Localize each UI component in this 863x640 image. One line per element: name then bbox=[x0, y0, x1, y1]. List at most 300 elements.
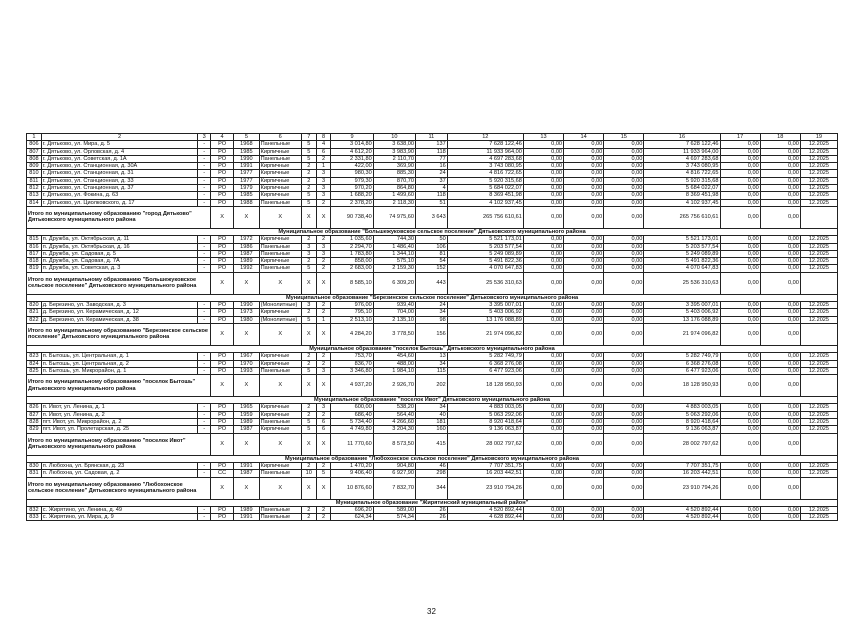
table-cell: 4 816 722,65 bbox=[644, 170, 720, 177]
table-cell: 0,00 bbox=[564, 316, 604, 323]
table-row bbox=[27, 506, 838, 513]
table-cell: РО bbox=[210, 419, 233, 426]
table-cell: 5 249 089,89 bbox=[447, 250, 523, 257]
table-cell: 1985 bbox=[234, 192, 259, 199]
table-cell: 812 bbox=[27, 185, 42, 192]
table-cell: 16 203 442,51 bbox=[447, 470, 523, 477]
table-cell: 12.2025 bbox=[800, 360, 837, 367]
table-cell: г. Дятьково, ул. Станционная, д. 37 bbox=[41, 185, 197, 192]
table-cell: 0,00 bbox=[523, 470, 563, 477]
table-cell: Кирпичные bbox=[259, 309, 301, 316]
table-cell: 0,00 bbox=[523, 236, 563, 243]
table-cell: 1 984,10 bbox=[373, 367, 415, 374]
table-cell: 26 bbox=[416, 514, 448, 521]
table-cell: 2 bbox=[316, 514, 331, 521]
table-row bbox=[27, 250, 838, 257]
table-cell: РО bbox=[210, 148, 233, 155]
table-cell: 8 585,10 bbox=[331, 272, 373, 294]
table-cell: Кирпичные bbox=[259, 185, 301, 192]
table-cell: 12.2025 bbox=[800, 170, 837, 177]
table-cell: - bbox=[198, 199, 211, 206]
section-title-row bbox=[27, 345, 838, 352]
table-cell: 4 697 283,68 bbox=[644, 155, 720, 162]
table-cell: п. Бытошь, ул. Центральная, д. 2 bbox=[41, 360, 197, 367]
table-cell: г. Дятьково, ул. Советская, д. 1А bbox=[41, 155, 197, 162]
table-cell: 1979 bbox=[234, 185, 259, 192]
table-cell: 829 bbox=[27, 426, 42, 433]
table-cell: Кирпичные bbox=[259, 411, 301, 418]
table-cell: 8 369 451,98 bbox=[644, 192, 720, 199]
table-cell: 10 bbox=[301, 470, 316, 477]
table-cell: 6 368 276,08 bbox=[644, 360, 720, 367]
table-cell: 826 bbox=[27, 404, 42, 411]
table-cell: РО bbox=[210, 514, 233, 521]
table-cell: 0,00 bbox=[760, 272, 800, 294]
table-cell: X bbox=[210, 433, 233, 455]
table-cell: 0,00 bbox=[604, 375, 644, 397]
table-cell: 4 520 892,44 bbox=[644, 506, 720, 513]
table-cell: 538,20 bbox=[373, 404, 415, 411]
table-cell: 26 bbox=[416, 506, 448, 513]
table-cell: Итого по муниципальному образованию "Любохонское сельское поселение" Дятьковского муниципального района bbox=[27, 477, 211, 499]
table-cell: 16 bbox=[644, 134, 720, 141]
table-cell: 818 bbox=[27, 258, 42, 265]
page-number: 32 bbox=[427, 607, 436, 616]
table-cell: 12.2025 bbox=[800, 470, 837, 477]
table-cell: РО bbox=[210, 177, 233, 184]
table-cell: X bbox=[210, 323, 233, 345]
table-cell: 0,00 bbox=[760, 163, 800, 170]
table-cell: 4 937,20 bbox=[331, 375, 373, 397]
table-cell: 0,00 bbox=[564, 272, 604, 294]
table-cell: 0,00 bbox=[523, 404, 563, 411]
table-cell bbox=[800, 206, 837, 228]
table-cell: X bbox=[210, 375, 233, 397]
housing-register-table bbox=[26, 133, 838, 521]
table-cell: 0,00 bbox=[604, 302, 644, 309]
table-cell: Муниципальное образование "Жирятинский муниципальный район" bbox=[27, 499, 838, 506]
table-cell: 2 bbox=[301, 185, 316, 192]
table-cell bbox=[800, 272, 837, 294]
table-cell: 1 035,60 bbox=[331, 236, 373, 243]
table-cell: 10 bbox=[373, 134, 415, 141]
table-cell: п. Ивот, ул. Ленина, д. 1 bbox=[41, 404, 197, 411]
table-cell: РО bbox=[210, 170, 233, 177]
table-cell: 34 bbox=[416, 404, 448, 411]
table-cell: 0,00 bbox=[760, 192, 800, 199]
table-cell: 4 612,20 bbox=[331, 148, 373, 155]
table-cell: 23 910 794,26 bbox=[447, 477, 523, 499]
table-cell: 0,00 bbox=[564, 258, 604, 265]
table-cell: 0,00 bbox=[604, 206, 644, 228]
table-cell: 0,00 bbox=[720, 462, 760, 469]
table-cell: 34 bbox=[416, 360, 448, 367]
table-cell: п. Дружба, ул. Садовая, д. 7А bbox=[41, 258, 197, 265]
table-cell: X bbox=[259, 433, 301, 455]
table-cell: 0,00 bbox=[564, 462, 604, 469]
table-cell: Итого по муниципальному образованию "поселок Бытошь" Дятьковского муниципального района bbox=[27, 375, 211, 397]
table-cell: - bbox=[198, 367, 211, 374]
table-cell: 25 536 310,63 bbox=[447, 272, 523, 294]
table-cell: 298 bbox=[416, 470, 448, 477]
table-cell: 7 628 122,46 bbox=[644, 141, 720, 148]
table-cell: 0,00 bbox=[720, 177, 760, 184]
table-cell: Кирпичные bbox=[259, 462, 301, 469]
table-cell: 0,00 bbox=[720, 360, 760, 367]
table-cell: Панельные bbox=[259, 367, 301, 374]
table-cell: - bbox=[198, 462, 211, 469]
table-cell: 98 bbox=[416, 316, 448, 323]
table-cell: РО bbox=[210, 404, 233, 411]
table-cell: 0,00 bbox=[564, 514, 604, 521]
table-cell: 13 bbox=[416, 353, 448, 360]
table-cell: 0,00 bbox=[760, 375, 800, 397]
table-cell: 0,00 bbox=[604, 199, 644, 206]
table-cell: 5 bbox=[301, 155, 316, 162]
table-cell: 0,00 bbox=[523, 375, 563, 397]
table-cell: 4 bbox=[210, 134, 233, 141]
table-cell: 5 491 822,36 bbox=[644, 258, 720, 265]
table-cell: 25 536 310,63 bbox=[644, 272, 720, 294]
table-cell: п. Дружба, ул. Садовая, д. 5 bbox=[41, 250, 197, 257]
table-cell: 2 378,20 bbox=[331, 199, 373, 206]
table-cell: 3 bbox=[316, 250, 331, 257]
table-cell: 0,00 bbox=[604, 360, 644, 367]
table-row bbox=[27, 199, 838, 206]
table-row bbox=[27, 316, 838, 323]
table-cell: - bbox=[198, 514, 211, 521]
table-cell: 2 bbox=[316, 353, 331, 360]
table-cell: X bbox=[301, 433, 316, 455]
table-cell: 4 883 003,05 bbox=[644, 404, 720, 411]
table-cell: 0,00 bbox=[523, 360, 563, 367]
table-cell: 0,00 bbox=[564, 250, 604, 257]
table-cell: Кирпичные bbox=[259, 192, 301, 199]
table-cell: 819 bbox=[27, 265, 42, 272]
table-cell: 8 573,50 bbox=[373, 433, 415, 455]
table-cell: д. Березино, ул. Керамическая, д. 38 bbox=[41, 316, 197, 323]
table-cell: 115 bbox=[416, 367, 448, 374]
table-cell: 0,00 bbox=[760, 236, 800, 243]
table-cell: 3 743 080,95 bbox=[644, 163, 720, 170]
table-cell: 12.2025 bbox=[800, 148, 837, 155]
table-cell: 51 bbox=[416, 199, 448, 206]
table-cell: 0,00 bbox=[760, 199, 800, 206]
section-title-row bbox=[27, 228, 838, 235]
table-cell: 2 159,30 bbox=[373, 265, 415, 272]
table-cell: 0,00 bbox=[604, 163, 644, 170]
table-cell: 1987 bbox=[234, 470, 259, 477]
table-cell: 822 bbox=[27, 316, 42, 323]
table-cell: 0,00 bbox=[604, 155, 644, 162]
table-cell: 744,30 bbox=[373, 236, 415, 243]
table-cell: 0,00 bbox=[564, 426, 604, 433]
table-cell: X bbox=[234, 433, 259, 455]
table-row bbox=[27, 514, 838, 521]
table-cell: д. Березино, ул. Керамическая, д. 12 bbox=[41, 309, 197, 316]
table-cell: 9 bbox=[331, 134, 373, 141]
table-cell: 831 bbox=[27, 470, 42, 477]
table-cell: X bbox=[234, 272, 259, 294]
table-cell: 5 734,40 bbox=[331, 419, 373, 426]
table-cell: 2 bbox=[301, 360, 316, 367]
table-cell: 0,00 bbox=[523, 323, 563, 345]
table-cell: 2 118,30 bbox=[373, 199, 415, 206]
table-row bbox=[27, 462, 838, 469]
table-cell: - bbox=[198, 155, 211, 162]
table-cell: 3 638,00 bbox=[373, 141, 415, 148]
table-cell: 0,00 bbox=[523, 477, 563, 499]
table-cell: 0,00 bbox=[604, 506, 644, 513]
table-cell: 0,00 bbox=[760, 419, 800, 426]
table-cell: 28 002 797,62 bbox=[447, 433, 523, 455]
table-cell: Кирпичные bbox=[259, 360, 301, 367]
table-cell: 18 bbox=[760, 134, 800, 141]
table-row bbox=[27, 185, 838, 192]
table-cell: 2 926,70 bbox=[373, 375, 415, 397]
table-cell: 806 bbox=[27, 141, 42, 148]
table-row bbox=[27, 265, 838, 272]
table-cell: Кирпичные bbox=[259, 177, 301, 184]
table-cell: 0,00 bbox=[604, 258, 644, 265]
table-row bbox=[27, 404, 838, 411]
table-cell bbox=[800, 375, 837, 397]
table-cell: 0,00 bbox=[564, 302, 604, 309]
table-cell: 0,00 bbox=[720, 470, 760, 477]
table-cell: - bbox=[198, 170, 211, 177]
table-cell: 0,00 bbox=[760, 323, 800, 345]
section-title-row bbox=[27, 294, 838, 301]
table-cell: 0,00 bbox=[523, 258, 563, 265]
table-cell: 0,00 bbox=[564, 470, 604, 477]
table-cell: 12.2025 bbox=[800, 462, 837, 469]
table-cell: 1985 bbox=[234, 148, 259, 155]
table-cell: 4 266,60 bbox=[373, 419, 415, 426]
table-cell: 13 176 088,89 bbox=[644, 316, 720, 323]
table-cell: 5 920 315,68 bbox=[644, 177, 720, 184]
table-cell: 0,00 bbox=[604, 411, 644, 418]
table-cell: 2 bbox=[301, 411, 316, 418]
table-cell: 1959 bbox=[234, 411, 259, 418]
table-cell: Итого по муниципальному образованию "город Дятьково" Дятьковского муниципального района bbox=[27, 206, 211, 228]
table-cell: 12.2025 bbox=[800, 265, 837, 272]
table-cell: 0,00 bbox=[523, 163, 563, 170]
table-cell: 2 bbox=[301, 506, 316, 513]
table-cell: 12.2025 bbox=[800, 367, 837, 374]
table-cell: 858,00 bbox=[331, 258, 373, 265]
table-cell: 0,00 bbox=[720, 309, 760, 316]
table-cell: X bbox=[316, 272, 331, 294]
table-cell: 11 933 964,00 bbox=[447, 148, 523, 155]
table-cell: 1992 bbox=[234, 265, 259, 272]
table-cell: 1968 bbox=[234, 141, 259, 148]
table-cell: 0,00 bbox=[523, 367, 563, 374]
table-cell: 0,00 bbox=[604, 272, 644, 294]
table-cell: 0,00 bbox=[720, 411, 760, 418]
table-row bbox=[27, 309, 838, 316]
table-cell: 54 bbox=[416, 258, 448, 265]
table-row bbox=[27, 155, 838, 162]
table-cell: РО bbox=[210, 302, 233, 309]
table-cell: РО bbox=[210, 236, 233, 243]
table-cell: 12.2025 bbox=[800, 419, 837, 426]
table-cell: 4 070 647,83 bbox=[644, 265, 720, 272]
table-cell: 0,00 bbox=[523, 309, 563, 316]
table-cell: X bbox=[301, 477, 316, 499]
table-cell: 19 bbox=[800, 134, 837, 141]
table-cell: РО bbox=[210, 258, 233, 265]
table-cell: 575,10 bbox=[373, 258, 415, 265]
table-cell: 0,00 bbox=[720, 477, 760, 499]
table-cell: 0,00 bbox=[564, 170, 604, 177]
table-cell: 7 628 122,46 bbox=[447, 141, 523, 148]
table-cell: 0,00 bbox=[760, 477, 800, 499]
table-cell: 2 bbox=[316, 236, 331, 243]
table-cell: 0,00 bbox=[604, 192, 644, 199]
table-cell: X bbox=[259, 477, 301, 499]
table-cell: 0,00 bbox=[720, 404, 760, 411]
table-cell: 3 bbox=[301, 243, 316, 250]
table-cell: - bbox=[198, 309, 211, 316]
table-cell: - bbox=[198, 316, 211, 323]
table-cell: 811 bbox=[27, 177, 42, 184]
table-cell: 2 331,80 bbox=[331, 155, 373, 162]
table-cell: РО bbox=[210, 367, 233, 374]
table-cell: 2 bbox=[301, 177, 316, 184]
table-cell: 106 bbox=[416, 243, 448, 250]
table-cell: 0,00 bbox=[760, 426, 800, 433]
table-cell: 1989 bbox=[234, 258, 259, 265]
table-cell: 970,20 bbox=[331, 185, 373, 192]
table-cell: Кирпичные bbox=[259, 258, 301, 265]
table-cell: 12.2025 bbox=[800, 236, 837, 243]
table-cell: 422,00 bbox=[331, 163, 373, 170]
table-cell: 0,00 bbox=[760, 155, 800, 162]
table-cell: 5 bbox=[301, 367, 316, 374]
table-cell: 74 975,60 bbox=[373, 206, 415, 228]
subtotal-row bbox=[27, 206, 838, 228]
table-cell: 823 bbox=[27, 353, 42, 360]
table-cell: п. Ивот, ул. Ленина, д. 2 bbox=[41, 411, 197, 418]
table-cell: 870,70 bbox=[373, 177, 415, 184]
table-cell: 3 014,80 bbox=[331, 141, 373, 148]
table-cell: 1 bbox=[316, 163, 331, 170]
table-cell: 0,00 bbox=[523, 199, 563, 206]
table-cell: X bbox=[259, 323, 301, 345]
table-cell: РО bbox=[210, 360, 233, 367]
table-cell: 2 bbox=[301, 404, 316, 411]
table-cell: 0,00 bbox=[604, 433, 644, 455]
table-cell: 454,60 bbox=[373, 353, 415, 360]
table-cell: 816 bbox=[27, 243, 42, 250]
table-cell: 9 136 063,87 bbox=[644, 426, 720, 433]
table-cell: Кирпичные bbox=[259, 426, 301, 433]
table-cell: г. Дятьково, ул. Мира, д. 5 bbox=[41, 141, 197, 148]
table-cell: 13 176 088,89 bbox=[447, 316, 523, 323]
table-cell: 0,00 bbox=[564, 433, 604, 455]
table-cell: 0,00 bbox=[720, 199, 760, 206]
table-cell: - bbox=[198, 243, 211, 250]
table-cell: 0,00 bbox=[760, 185, 800, 192]
table-cell: 0,00 bbox=[564, 404, 604, 411]
table-cell: 574,34 bbox=[373, 514, 415, 521]
table-cell: 0,00 bbox=[523, 243, 563, 250]
table-cell: 0,00 bbox=[564, 177, 604, 184]
table-cell: 0,00 bbox=[523, 426, 563, 433]
table-cell: Кирпичные bbox=[259, 353, 301, 360]
table-cell: 0,00 bbox=[760, 353, 800, 360]
table-cell: 0,00 bbox=[604, 177, 644, 184]
table-cell: 795,10 bbox=[331, 309, 373, 316]
table-cell: 2 bbox=[316, 302, 331, 309]
table-cell: 0,00 bbox=[604, 419, 644, 426]
table-cell: п. Бытошь, ул. Микрорайон, д. 1 bbox=[41, 367, 197, 374]
table-cell: 3 bbox=[316, 170, 331, 177]
table-cell: X bbox=[316, 206, 331, 228]
table-cell: (Монолитные) bbox=[259, 316, 301, 323]
table-cell: 0,00 bbox=[523, 177, 563, 184]
table-cell: 0,00 bbox=[604, 265, 644, 272]
table-cell: 0,00 bbox=[760, 170, 800, 177]
table-cell: 0,00 bbox=[760, 514, 800, 521]
table-cell: 4 697 283,68 bbox=[447, 155, 523, 162]
table-cell: 564,40 bbox=[373, 411, 415, 418]
table-cell: 0,00 bbox=[564, 360, 604, 367]
table-cell: Панельные bbox=[259, 199, 301, 206]
table-cell: 0,00 bbox=[720, 419, 760, 426]
table-cell: РО bbox=[210, 243, 233, 250]
table-cell: 6 477 923,06 bbox=[447, 367, 523, 374]
table-cell: 12.2025 bbox=[800, 199, 837, 206]
subtotal-row bbox=[27, 323, 838, 345]
table-cell: 0,00 bbox=[604, 185, 644, 192]
table-cell: 3 743 080,95 bbox=[447, 163, 523, 170]
table-cell: 90 738,40 bbox=[331, 206, 373, 228]
table-cell: 0,00 bbox=[760, 316, 800, 323]
table-cell: 980,30 bbox=[331, 170, 373, 177]
table-cell: 5 282 749,79 bbox=[644, 353, 720, 360]
table-cell: 0,00 bbox=[604, 309, 644, 316]
table-cell: 12.2025 bbox=[800, 177, 837, 184]
table-body bbox=[27, 134, 838, 521]
table-cell: 939,40 bbox=[373, 302, 415, 309]
table-cell: 0,00 bbox=[564, 148, 604, 155]
table-cell: 0,00 bbox=[564, 477, 604, 499]
table-cell: 5 491 822,36 bbox=[447, 258, 523, 265]
table-cell: 7 707 351,75 bbox=[644, 462, 720, 469]
table-cell: 4 bbox=[316, 141, 331, 148]
table-cell: 0,00 bbox=[604, 316, 644, 323]
table-cell: 21 974 096,82 bbox=[447, 323, 523, 345]
table-cell: 0,00 bbox=[564, 367, 604, 374]
table-cell: г. Дятьково, ул. Станционная, д. 31 bbox=[41, 170, 197, 177]
table-cell: Кирпичные bbox=[259, 148, 301, 155]
table-cell: Панельные bbox=[259, 141, 301, 148]
table-cell: 12.2025 bbox=[800, 302, 837, 309]
table-cell: - bbox=[198, 185, 211, 192]
table-cell: Муниципальное образование "Большежуковское сельское поселение" Дятьковского муниципального района bbox=[27, 228, 838, 235]
table-cell: 3 395 007,01 bbox=[644, 302, 720, 309]
table-cell: 137 bbox=[416, 141, 448, 148]
table-cell: п. Бытошь, ул. Центральная, д. 1 bbox=[41, 353, 197, 360]
table-cell: 2 bbox=[301, 163, 316, 170]
table-cell: 1990 bbox=[234, 155, 259, 162]
table-cell: 0,00 bbox=[564, 236, 604, 243]
table-cell: 443 bbox=[416, 272, 448, 294]
table-cell: 1 bbox=[316, 316, 331, 323]
table-cell: 46 bbox=[416, 462, 448, 469]
table-cell: 0,00 bbox=[720, 506, 760, 513]
